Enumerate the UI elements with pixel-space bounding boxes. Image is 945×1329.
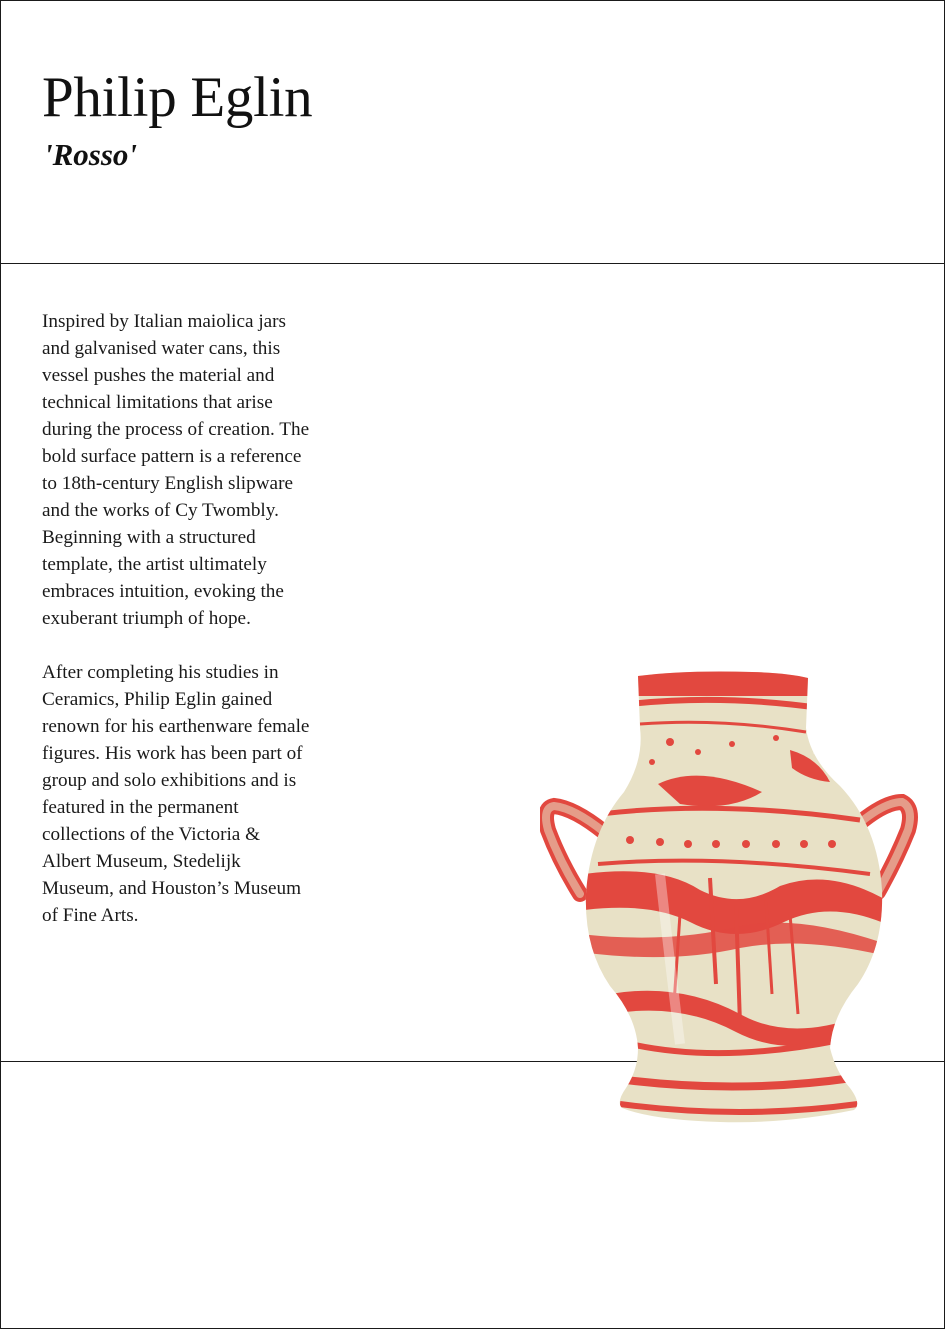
description-paragraph-2: After completing his studies in Ceramics, Philip Eglin gained renown for his earthenware female figures. His work has been part of group and solo exhibitions and is featured in the permanent collections of the Victoria & Albert Museum, Stedelijk Museum, and Houston’s Museum of Fine Arts.	[42, 662, 310, 926]
artwork-description	[42, 308, 310, 956]
artwork-title: 'Rosso'	[44, 137, 138, 172]
description-paragraph-1: Inspired by Italian maiolica jars and galvanised water cans, this vessel pushes the material and technical limitations that arise during the process of creation. The bold surface pattern is a reference to 18th-century English slipware and the works of Cy Twombly. Beginning with a structured template, the artist ultimately embraces intuition, evoking the exuberant triumph of hope.	[42, 311, 310, 629]
vase-image	[540, 664, 920, 1134]
header-divider	[0, 263, 945, 264]
artist-name: Philip Eglin	[42, 66, 313, 129]
